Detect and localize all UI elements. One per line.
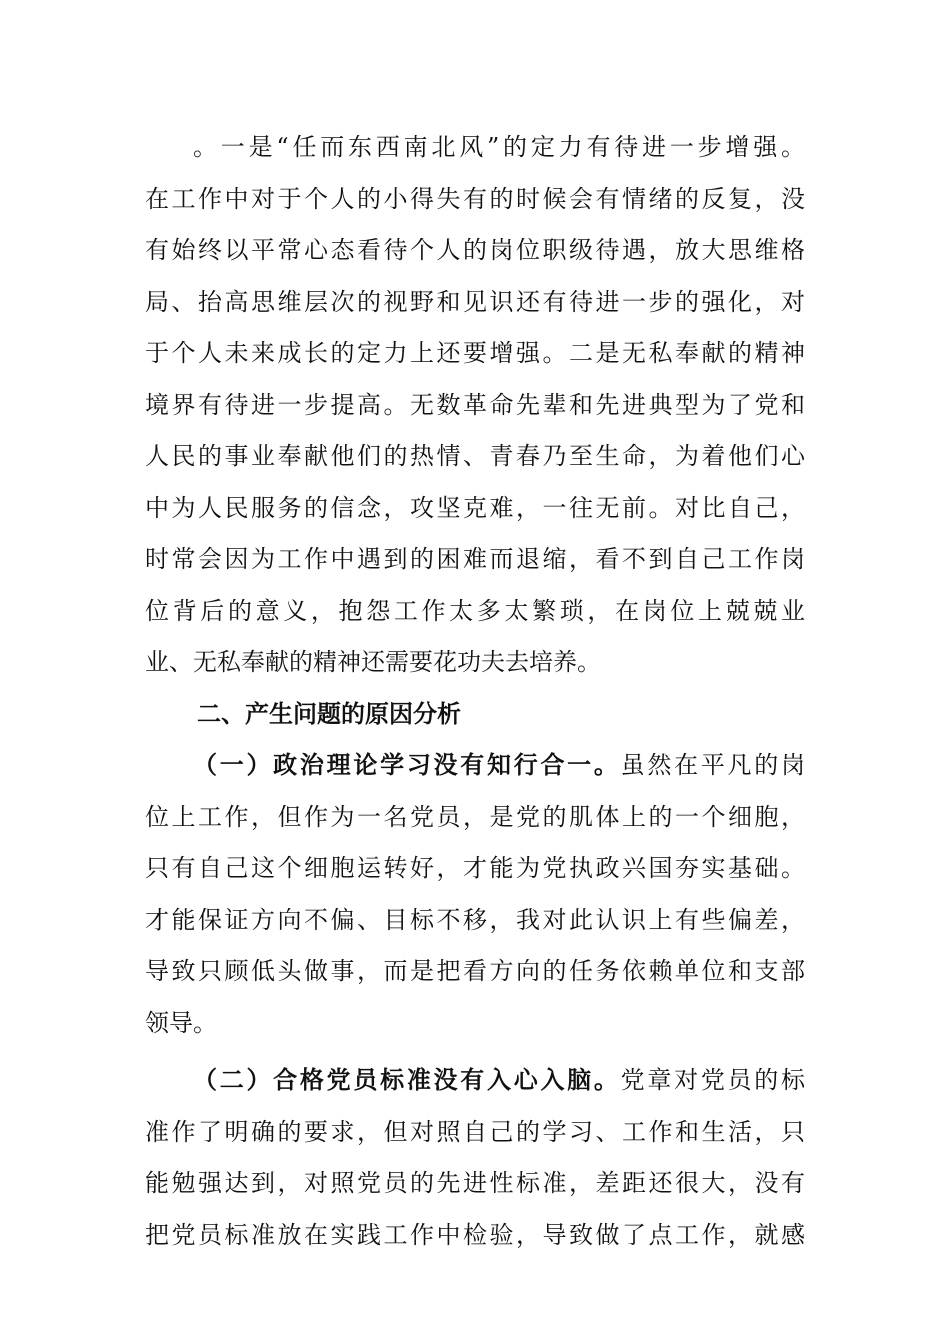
item-1-first-rest: 虽然在平凡的岗 (620, 751, 806, 779)
text-line: 在工作中对于个人的小得失有的时候会有情绪的反复，没 (145, 184, 805, 213)
text-line: 局、抬高思维层次的视野和见识还有待进一步的强化，对 (145, 287, 805, 316)
section-heading: 二、产生问题的原因分析 (197, 699, 461, 728)
item-1-lead: （一）政治理论学习没有知行合一。 (193, 751, 621, 779)
text-line: 导致只顾低头做事，而是把看方向的任务依赖单位和支部 (145, 957, 805, 985)
text-line: 。一是“任而东西南北风”的定力有待进一步增强。 (193, 133, 805, 161)
text-line: 于个人未来成长的定力上还要增强。二是无私奉献的精神 (145, 339, 805, 367)
text-line: 准作了明确的要求，但对照自己的学习、工作和生活，只 (145, 1117, 805, 1146)
text-line: 业、无私奉献的精神还需要花功夫去培养。 (145, 648, 601, 676)
text-line: 位上工作，但作为一名党员，是党的肌体上的一个细胞， (145, 802, 805, 831)
text-line: 只有自己这个细胞运转好，才能为党执政兴国夯实基础。 (145, 854, 805, 882)
text-line: 中为人民服务的信念，攻坚克难，一往无前。对比自己， (145, 493, 805, 522)
paragraph-item-2 (145, 1055, 805, 1261)
text-line-with-lead (145, 1055, 805, 1107)
text-line: 能勉强达到，对照党员的先进性标准，差距还很大，没有 (145, 1169, 805, 1197)
text-line: 境界有待进一步提高。无数革命先辈和先进典型为了党和 (145, 390, 805, 419)
item-2-lead: （二）合格党员标准没有入心入脑。 (193, 1066, 621, 1094)
document-body (145, 122, 805, 1261)
text-line-with-lead (145, 740, 805, 792)
paragraph-item-1 (145, 740, 805, 1049)
text-line: 有始终以平常心态看待个人的岗位职级待遇，放大思维格 (145, 236, 805, 264)
text-line: 才能保证方向不偏、目标不移，我对此认识上有些偏差， (145, 905, 805, 934)
paragraph-self-examination (145, 122, 805, 689)
text-line: 时常会因为工作中遇到的困难而退缩，看不到自己工作岗 (145, 545, 805, 573)
text-line: 人民的事业奉献他们的热情、青春乃至生命，为着他们心 (145, 442, 805, 470)
text-line: 把党员标准放在实践工作中检验，导致做了点工作，就感 (145, 1220, 805, 1249)
text-line: 领导。 (145, 1008, 217, 1037)
item-2-first-rest: 党章对党员的标 (620, 1066, 806, 1094)
text-line: 位背后的意义，抱怨工作太多太繁琐，在岗位上兢兢业 (145, 596, 805, 625)
